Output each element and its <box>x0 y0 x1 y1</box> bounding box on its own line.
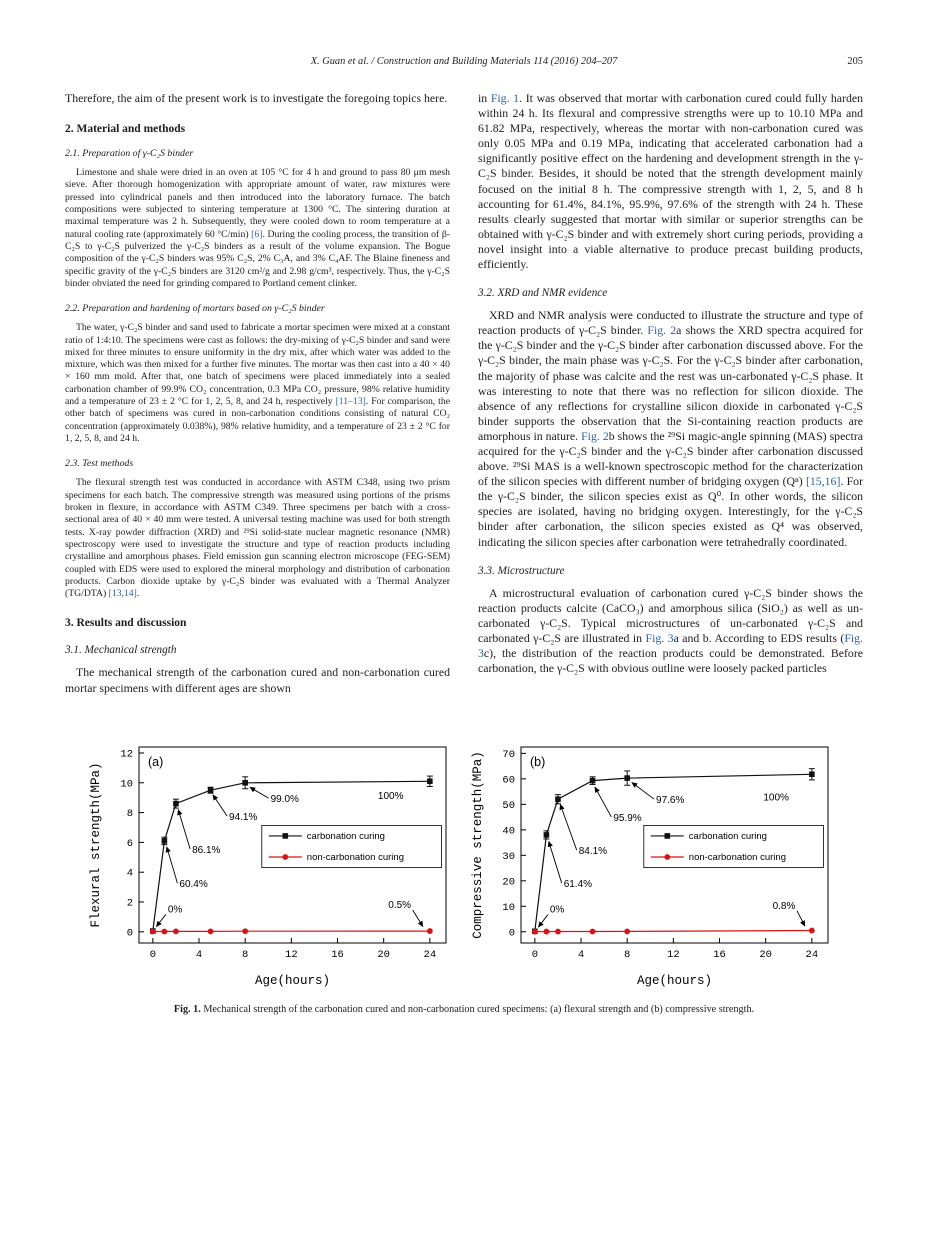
subsection-heading-2-3: 2.3. Test methods <box>65 458 134 470</box>
figure-1-caption <box>65 1004 863 1015</box>
svg-text:0%: 0% <box>167 904 183 916</box>
svg-text:Compressive strength(MPa): Compressive strength(MPa) <box>471 750 485 939</box>
citation-link[interactable]: Fig. 1 <box>490 91 520 105</box>
svg-text:10: 10 <box>502 901 515 914</box>
svg-text:84.1%: 84.1% <box>578 845 608 857</box>
text-run: Limestone and shale were dried in an oven at 105 °C for 4 h and ground to pass 80 μm mesh sieve. After thorough homogenization with appropriate amount of water, raw mixtures were pressed into cylindrical panels and then introduced into the laboratory furnace. The batch compositions were subjected to sintering temperature at 1300 °C. The sintering duration at maximal temperature was 2 h. Subsequently, they were cooled down to room temperature at a natural cooling rate (approximately 60 °C/min) <box>65 167 450 240</box>
svg-text:97.6%: 97.6% <box>656 794 685 806</box>
svg-text:100%: 100% <box>377 790 404 802</box>
text-run: Therefore, the aim of the present work is to investigate the foregoing topics here. <box>65 91 448 105</box>
left-column <box>65 91 450 698</box>
svg-text:60: 60 <box>502 774 515 787</box>
chart-compressive-strength <box>469 736 841 995</box>
text-run: . It was observed that mortar with carbonation cured could fully harden within 24 h. Its flexural and compressive strengths were up to 10.10 MPa and 61.82 MPa, respectively, whereas the mortar with non-carbonation cured was only 0.05 MPa and 0.19 MPa, indicating that accelerated carbonation had a significantly positive effect on the hardening and development strength in the γ-C₂S binder. Besides, it should be noted that the strength development mainly focused on the initial 8 h. The compressive strength with 1, 2, 5, and 8 h accounting for 61.4%, 84.1%, 95.9%, 97.6% of the strength with 24 h. These results clearly suggested that mortar with similar or superior strengths can be obtained with γ-C₂S binder and with extremely short curing periods, providing a novel insight into a viable alternative to produce precast building products, efficiently. <box>478 91 863 272</box>
two-column-body <box>65 91 863 698</box>
text-run: a shows the XRD spectra acquired for the γ-C₂S binder and the γ-C₂S binder after carbonation discussed above. For the γ-C₂S binder, the main phase was γ-C₂S. For the γ-C₂S binder after carbonation, the majority of phase was calcite and the rest was un-carbonated γ-C₂S phase. It was interesting to note that there was no reflection for silicon dioxide. The absence of any reflections for crystalline silicon dioxide in carbonated γ-C₂S binder supports the observation that the Si-containing reaction products are amorphous in nature. <box>478 323 863 443</box>
svg-text:16: 16 <box>713 948 726 961</box>
svg-text:20: 20 <box>502 875 515 888</box>
svg-text:12: 12 <box>667 948 680 961</box>
page-number: 205 <box>847 56 863 67</box>
svg-text:8: 8 <box>242 948 249 961</box>
text-run: . <box>136 588 140 600</box>
svg-text:4: 4 <box>577 948 585 961</box>
svg-text:86.1%: 86.1% <box>192 844 221 856</box>
paragraph-2-2 <box>65 322 450 445</box>
svg-text:0.8%: 0.8% <box>772 900 796 912</box>
svg-text:2: 2 <box>126 897 133 910</box>
paragraph-3-2 <box>478 308 863 550</box>
paragraph-2-3 <box>65 477 450 600</box>
svg-text:95.9%: 95.9% <box>613 812 642 824</box>
subsection-heading-3-3: 3.3. Microstructure <box>478 564 565 577</box>
text-run: in <box>478 91 491 105</box>
subsection-heading-2-1: 2.1. Preparation of γ-C₂S binder <box>65 148 194 160</box>
caption-label: Fig. 1. <box>173 1003 201 1015</box>
svg-text:20: 20 <box>377 948 390 961</box>
paragraph-intro <box>65 91 450 106</box>
svg-text:4: 4 <box>126 867 133 880</box>
svg-text:0: 0 <box>531 948 539 961</box>
text-run: c), the distribution of the reaction products could be demonstrated. Before carbonation, the γ-C₂S with obvious outline were loosely packed particles <box>478 646 863 676</box>
paragraph-2-1 <box>65 167 450 290</box>
svg-text:16: 16 <box>331 948 344 961</box>
svg-text:0: 0 <box>126 926 133 939</box>
figure-1-charts <box>65 736 863 995</box>
svg-text:carbonation curing: carbonation curing <box>688 830 767 842</box>
svg-text:40: 40 <box>502 824 515 837</box>
section-heading-methods: 2. Material and methods <box>65 123 186 136</box>
text-run: The water, γ-C₂S binder and sand used to fabricate a mortar specimen were mixed at a constant ratio of 1:4:10. The specimens were cast as follows: the dry-mixing of γ-C₂S binder and sand were mixed for three minutes to ensure uniformity in the dry mix, after which water was added to the mixture, which was then mixed for a further five minutes. The mortar was then cast into a 40 × 40 × 160 mm mold. After that, one batch of specimens were placed immediately into a sealed carbonation chamber of 99.9% CO₂ concentration, 0.3 MPa CO₂ pressure, 98% relative humidity and a temperature of 23 ± 2 °C for 1, 2, 5, 8, and 24 h, respectively <box>65 322 450 408</box>
paragraph-3-1 <box>65 665 450 695</box>
page-header <box>65 56 863 67</box>
svg-text:10: 10 <box>120 777 133 790</box>
svg-text:12: 12 <box>285 948 298 961</box>
text-run: . For the γ-C₂S binder, the silicon species exist as Q⁰. In other words, the silicon species are isolated, having no bridging oxygen. Interestingly, for the γ-C₂S binder after carbonation, the silicon species existed as Q⁴ was observed, indicating the silicon species after carbonation were tetrahedrally coordinated. <box>478 474 863 549</box>
svg-text:0: 0 <box>149 948 157 961</box>
citation-link[interactable]: [15,16] <box>805 474 841 489</box>
svg-text:70: 70 <box>502 748 515 761</box>
svg-text:100%: 100% <box>763 792 789 804</box>
paragraph-3-1-continued <box>478 91 863 272</box>
svg-text:Flexural strength(MPa): Flexural strength(MPa) <box>89 762 103 928</box>
chart-flexural-strength <box>87 736 459 995</box>
caption-text: Mechanical strength of the carbonation cured and non-carbonation cured specimens: (a) flexural strength and (b) compressive strength. <box>200 1003 755 1015</box>
text-run: . During the cooling process, the transition of β-C₂S to γ-C₂S pulverized the γ-C₂S binders as a result of the volume expansion. The Bogue composition of the γ-C₂S binders was 95% C₂S, 2% C₃A, and 3% C₄AF. The Blaine fineness and specific gravity of the γ-C₂S binders are 3120 cm²/g and 2.98 g/cm³, respectively. Thus, the γ-C₂S binder obviated the need for grinding compared to Portland cement clinker. <box>65 228 450 289</box>
right-column <box>478 91 863 698</box>
text-run: The mechanical strength of the carbonation cured and non-carbonation cured mortar specimens with different ages are shown <box>65 665 450 695</box>
figure-1 <box>65 736 863 1015</box>
section-heading-results: 3. Results and discussion <box>65 617 187 630</box>
svg-text:0: 0 <box>508 926 515 939</box>
running-head: X. Guan et al. / Construction and Building Materials 114 (2016) 204–207 <box>310 56 618 67</box>
citation-link[interactable]: [11–13] <box>335 396 366 408</box>
svg-text:20: 20 <box>759 948 772 961</box>
citation-link[interactable]: Fig. 3 <box>478 630 863 660</box>
svg-text:94.1%: 94.1% <box>229 811 258 823</box>
citation-link[interactable]: [13,14] <box>108 588 137 600</box>
svg-text:carbonation curing: carbonation curing <box>306 830 385 842</box>
svg-text:99.0%: 99.0% <box>270 793 299 805</box>
citation-link[interactable]: Fig. 2 <box>581 428 609 443</box>
text-run: b shows the ²⁹Si magic-angle spinning (MAS) spectra acquired for the γ-C₂S binder and the γ-C₂S binder after carbonation discussed above. ²⁹Si MAS is a well-known spectroscopic method for the characterization of the silicon species with different number of bridging oxygen (Qⁿ) <box>478 428 863 489</box>
svg-text:12: 12 <box>120 748 133 761</box>
subsection-heading-3-2: 3.2. XRD and NMR evidence <box>478 287 608 300</box>
citation-link[interactable]: Fig. 2 <box>647 323 677 338</box>
svg-text:24: 24 <box>423 948 437 961</box>
citation-link[interactable]: Fig. 3 <box>645 630 674 645</box>
svg-text:Age(hours): Age(hours) <box>254 973 331 988</box>
svg-text:24: 24 <box>805 948 819 961</box>
svg-text:50: 50 <box>502 799 515 812</box>
paragraph-3-3 <box>478 586 863 677</box>
svg-text:60.4%: 60.4% <box>179 878 208 890</box>
citation-link[interactable]: [6] <box>251 228 263 240</box>
svg-text:non-carbonation curing: non-carbonation curing <box>688 851 786 863</box>
svg-text:(a): (a) <box>148 754 164 769</box>
svg-text:non-carbonation curing: non-carbonation curing <box>306 851 404 863</box>
text-run: The flexural strength test was conducted in accordance with ASTM C348, using two prism specimens for each batch. The compressive strength was measured using portions of the prisms broken in flexure, in accordance with ASTM C349. Three specimens per batch with a cross-sectional area of 40 × 40 mm were tested. A universal testing machine was used for both strength tests. X-ray powder diffraction (XRD) and ²⁹Si solid-state nuclear magnetic resonance (NMR) spectroscopy were used to investigate the structure and type of reaction products including crystalline and amorphous phases. Field emission gun scanning electron microscope (FEG-SEM) coupled with EDS were used to explored the mineral morphology and distribution of carbonation products. Carbon dioxide uptake by γ-C₂S binder was evaluated with a Thermal Analyzer (TG/DTA) <box>65 477 450 600</box>
subsection-heading-3-1: 3.1. Mechanical strength <box>65 644 177 657</box>
chart-svg <box>87 736 459 990</box>
svg-text:8: 8 <box>624 948 631 961</box>
svg-text:30: 30 <box>502 850 515 863</box>
text-run: A microstructural evaluation of carbonation cured γ-C₂S binder shows the reaction products calcite (CaCO₃) and amorphous silica (SiO₂) as well as un-carbonated γ-C₂S. Typical microstructures of un-carbonated γ-C₂S and carbonated γ-C₂S are illustrated in <box>478 585 863 645</box>
svg-text:0.5%: 0.5% <box>388 899 412 911</box>
svg-text:(b): (b) <box>530 754 546 769</box>
text-run: a and b. According to EDS results ( <box>673 630 845 645</box>
svg-text:61.4%: 61.4% <box>563 878 593 890</box>
svg-text:4: 4 <box>195 948 203 961</box>
text-run: XRD and NMR analysis were conducted to illustrate the structure and type of reaction products of γ-C₂S binder. <box>478 308 863 338</box>
svg-text:0%: 0% <box>549 904 565 916</box>
subsection-heading-2-2: 2.2. Preparation and hardening of mortars based on γ-C₂S binder <box>65 303 325 315</box>
svg-text:6: 6 <box>126 837 133 850</box>
chart-svg <box>469 736 841 990</box>
text-run: . For comparison, the other batch of specimens was cured in non-carbonation conditions consisting of natural CO₂ concentration (approximately 0.038%), 98% relative humidity, and a temperature of 23 ± 2 °C for 1, 2, 5, 8, and 24 h. <box>65 396 450 445</box>
svg-text:Age(hours): Age(hours) <box>636 973 713 988</box>
svg-text:8: 8 <box>126 807 133 820</box>
